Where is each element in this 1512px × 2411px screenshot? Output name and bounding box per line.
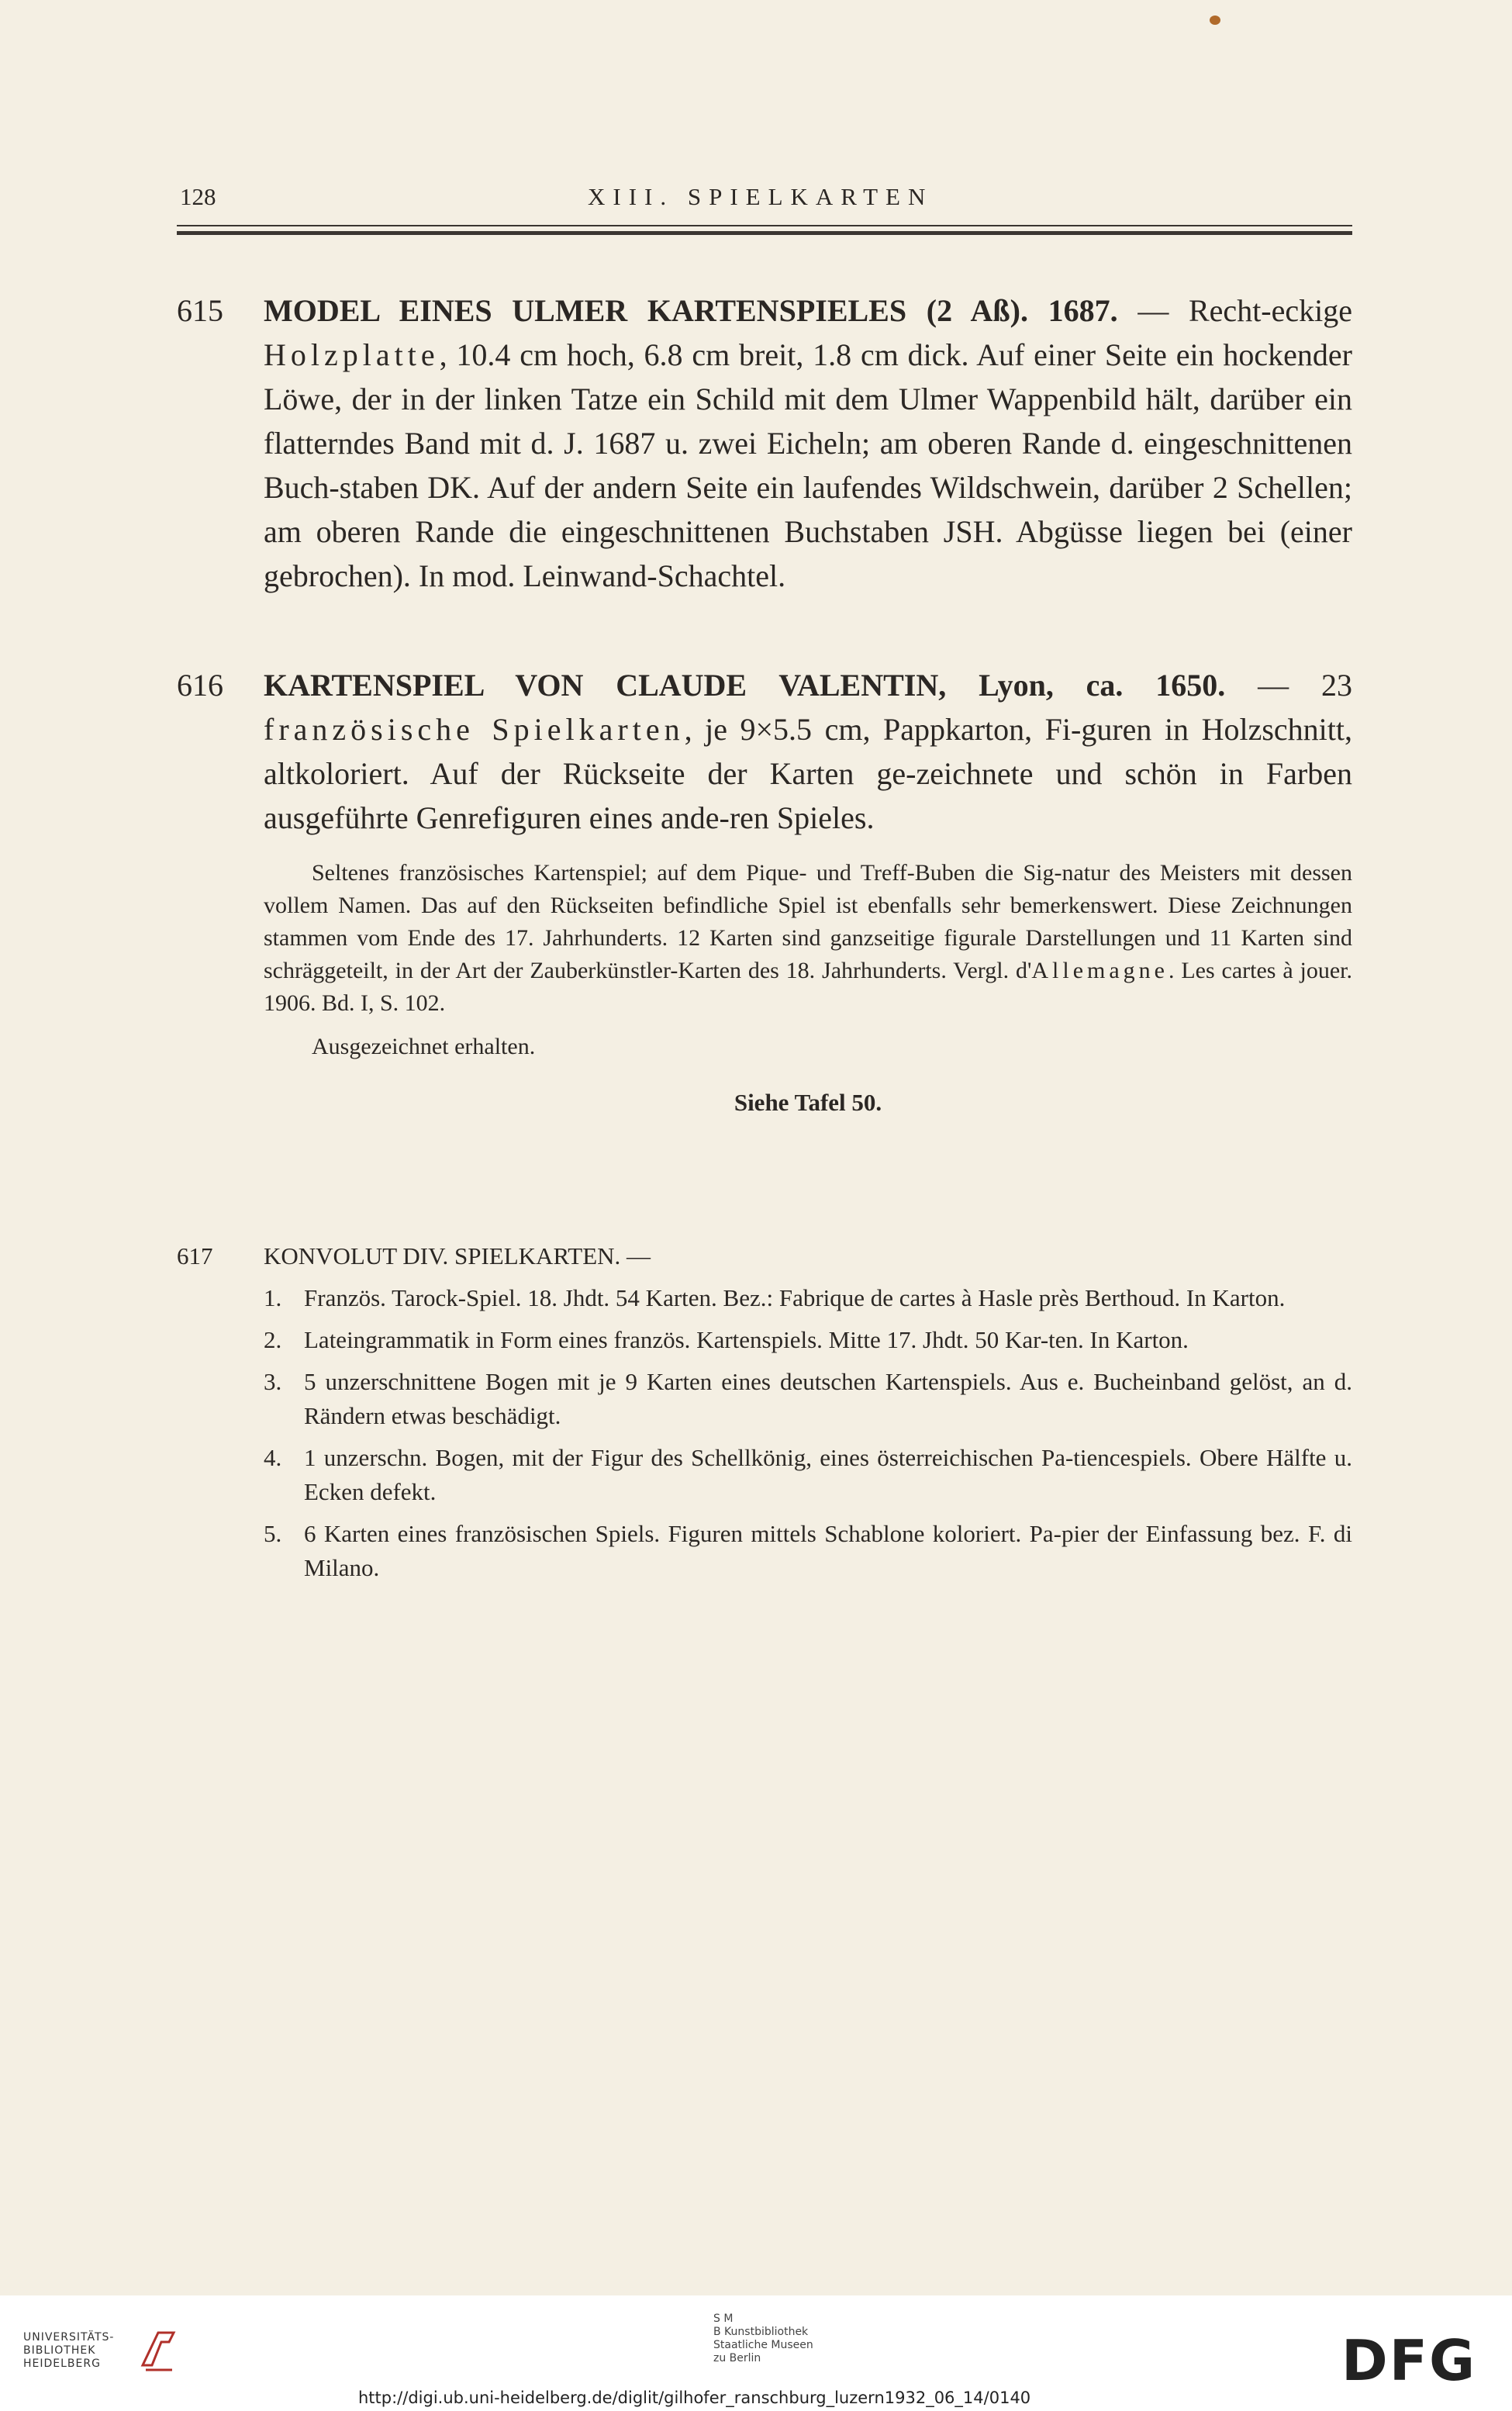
list-item-number: 4.	[264, 1444, 282, 1471]
university-line: UNIVERSITÄTS-	[23, 2331, 115, 2344]
entry-material: Holzplatte	[264, 337, 440, 372]
entry-617	[177, 1239, 1352, 1593]
list-item-number: 5.	[264, 1520, 282, 1547]
university-line: BIBLIOTHEK	[23, 2344, 96, 2357]
entry-body	[264, 663, 1352, 840]
list-item-number: 1.	[264, 1284, 282, 1311]
university-line: HEIDELBERG	[23, 2357, 101, 2370]
item-list	[264, 1281, 1352, 1585]
entry-title-text: KONVOLUT DIV. SPIELKARTEN. —	[264, 1242, 651, 1269]
page-number: 128	[180, 183, 216, 210]
see-also-plate: Siehe Tafel 50.	[734, 1089, 882, 1116]
museum-label	[713, 2313, 813, 2365]
museum-line: Staatliche Museen	[713, 2339, 813, 2351]
entry-number: 617	[177, 1242, 213, 1269]
museum-line: zu Berlin	[713, 2352, 761, 2364]
entry-body	[264, 288, 1352, 598]
university-logo-icon	[138, 2326, 178, 2373]
entry-number: 615	[177, 293, 223, 328]
list-item-text: Französ. Tarock-Spiel. 18. Jhdt. 54 Karten. Bez.: Fabrique de cartes à Hasle près Berthoud. In Karton.	[304, 1284, 1286, 1311]
list-item	[264, 1323, 1352, 1357]
entry-condition: Ausgezeichnet erhalten.	[312, 1034, 536, 1059]
entry-dash: — Recht-eckige	[1117, 293, 1352, 328]
list-item	[264, 1517, 1352, 1585]
dfg-logo: DFG	[1341, 2328, 1477, 2393]
viewer-footer	[0, 2295, 1512, 2411]
museum-line: S M	[713, 2313, 734, 2325]
list-item-number: 3.	[264, 1368, 282, 1395]
list-item	[264, 1365, 1352, 1433]
list-item	[264, 1281, 1352, 1315]
entry-description: , 10.4 cm hoch, 6.8 cm breit, 1.8 cm dick. Auf einer Seite ein hockender Löwe, der in der linken Tatze ein Schild mit dem Ulmer Wappenbild hält, darüber ein flatterndes Band mit d. J. 1687 u. zwei Eicheln; am oberen Rande d. eingeschnittenen Buch-staben DK. Auf der andern Seite ein laufendes Wildschwein, darüber 2 Schellen; am oberen Rande die eingeschnittenen Buchstaben JSH. Abgüsse liegen bei (einer gebrochen). In mod. Leinwand-Schachtel.	[264, 337, 1352, 593]
list-item-text: Lateingrammatik in Form eines französ. Kartenspiels. Mitte 17. Jhdt. 50 Kar-ten. In Karton.	[304, 1326, 1189, 1353]
note-author: Allemagne	[1031, 958, 1169, 983]
museum-line: B Kunstbibliothek	[713, 2326, 809, 2338]
entry-number: 616	[177, 668, 223, 703]
ink-spot	[1210, 16, 1220, 25]
list-item-text: 5 unzerschnittene Bogen mit je 9 Karten eines deutschen Kartenspiels. Aus e. Bucheinband gelöst, an d. Rändern etwas beschädigt.	[304, 1368, 1352, 1429]
entry-description: , je 9×5.5 cm, Pappkarton, Fi-guren in Holzschnitt, altkoloriert. Auf der Rückseite der Karten ge-zeichnete und schön in Farben ausgeführte Genrefiguren eines ande-ren Spieles.	[264, 712, 1352, 835]
source-url-link[interactable]: http://digi.ub.uni-heidelberg.de/diglit/gilhofer_ranschburg_luzern1932_06_14/0140	[358, 2389, 1031, 2407]
entry-note	[264, 857, 1352, 1020]
list-item-text: 1 unzerschn. Bogen, mit der Figur des Schellkönig, eines österreichischen Pa-tiencespiels. Obere Hälfte u. Ecken defekt.	[304, 1444, 1352, 1505]
header-rule-thin	[177, 225, 1352, 226]
header-rule-thick	[177, 231, 1352, 235]
list-item-text: 6 Karten eines französischen Spiels. Figuren mittels Schablone koloriert. Pa-pier der Einfassung bez. F. di Milano.	[304, 1520, 1352, 1581]
entry-title: MODEL EINES ULMER KARTENSPIELES (2 Aß). 1687.	[264, 293, 1118, 328]
entry-material: französische Spielkarten	[264, 712, 685, 747]
entry-title: KARTENSPIEL VON CLAUDE VALENTIN, Lyon, ca. 1650.	[264, 668, 1226, 703]
note-reference: . Les cartes à jouer. 1906. Bd. I, S. 102.	[264, 958, 1352, 1016]
note-text: Seltenes französisches Kartenspiel; auf dem Pique- und Treff-Buben die Sig-natur des Meisters mit dessen vollem Namen. Das auf den Rückseiten befindliche Spiel ist ebenfalls sehr bemerkenswert. Diese Zeichnungen stammen vom Ende des 17. Jahrhunderts. 12 Karten sind ganzseitige figurale Darstellungen und 11 Karten sind schräggeteilt, in der Art der Zauberkünstler-Karten des 18. Jahrhunderts. Vergl. d'	[264, 860, 1352, 983]
list-item	[264, 1441, 1352, 1509]
entry-616	[177, 663, 1352, 1124]
running-title: XIII. SPIELKARTEN	[588, 183, 934, 210]
entry-title	[264, 1239, 1352, 1273]
university-library-label	[23, 2331, 114, 2371]
page-header	[177, 183, 1352, 214]
entry-dash: — 23	[1225, 668, 1353, 703]
entry-615	[177, 288, 1352, 598]
list-item-number: 2.	[264, 1326, 282, 1353]
